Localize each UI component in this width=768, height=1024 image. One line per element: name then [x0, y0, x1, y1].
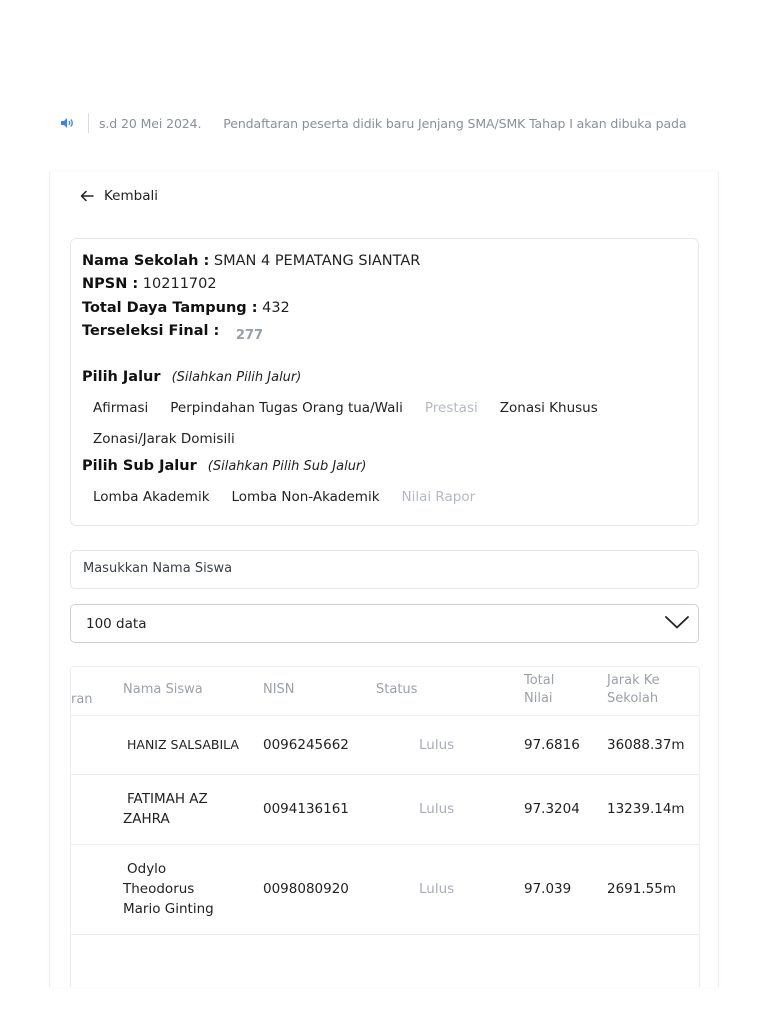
cell-status: Lulus: [419, 801, 455, 817]
ticker-item: s.d 20 Mei 2024.: [99, 115, 202, 131]
npsn-row: [82, 276, 217, 292]
header-divider: [71, 715, 699, 716]
page-size-select[interactable]: [70, 604, 699, 643]
col-header-nisn[interactable]: NISN: [263, 682, 295, 697]
cell-nisn: 0094136161: [263, 801, 349, 817]
arrow-left-icon: [80, 190, 94, 202]
row-divider: [71, 774, 699, 775]
school-info-panel: [70, 238, 699, 526]
cell-nisn: 0096245662: [263, 737, 349, 753]
cell-status: Lulus: [419, 881, 455, 897]
cell-nama-line2: Theodorus: [123, 881, 195, 897]
col-header-nama[interactable]: Nama Siswa: [123, 682, 203, 697]
cell-nama-line1: Odylo: [127, 861, 167, 877]
cell-status: Lulus: [419, 737, 455, 753]
search-input[interactable]: [71, 551, 683, 586]
announcement-ticker: [60, 112, 720, 134]
cell-jarak: 13239.14m: [607, 801, 685, 817]
cell-jarak: 36088.37m: [607, 737, 685, 753]
subjalur-options: [82, 482, 682, 513]
subjalur-option-lomba-non-akademik[interactable]: Lomba Non-Akademik: [231, 489, 380, 505]
subjalur-heading: [82, 458, 366, 474]
capacity-row: [82, 300, 290, 316]
jalur-option-prestasi[interactable]: Prestasi: [424, 400, 478, 416]
cell-nama-line3: Mario Ginting: [123, 901, 214, 917]
cell-nama: [123, 789, 208, 829]
cell-nisn: 0098080920: [263, 881, 349, 897]
row-divider: [71, 934, 699, 935]
cell-total: 97.039: [524, 881, 572, 897]
cell-nama: [123, 859, 214, 919]
speaker-icon[interactable]: [60, 116, 74, 130]
col-header-jarak-line2: Sekolah: [607, 691, 659, 706]
jalur-option-zonasi-khusus[interactable]: Zonasi Khusus: [499, 400, 598, 416]
main-card: [49, 172, 719, 987]
school-name-label: Nama Sekolah :: [82, 253, 210, 269]
ticker-item: Pendaftaran peserta didik baru Jenjang SMA/SMK Tahap I akan dibuka pada: [223, 115, 687, 131]
col-header-jarak[interactable]: [607, 672, 660, 708]
jalur-label: Pilih Jalur: [82, 369, 161, 385]
back-button[interactable]: [80, 188, 158, 204]
chevron-down-icon: [664, 613, 690, 631]
col-header-jarak-line1: Jarak Ke: [607, 673, 660, 688]
col-header-cut: ran: [71, 692, 93, 707]
row-divider: [71, 844, 699, 845]
cell-total: 97.6816: [524, 737, 580, 753]
cell-nama-line2: ZAHRA: [123, 811, 170, 827]
npsn-value: 10211702: [142, 276, 217, 292]
ticker-divider: [88, 113, 89, 133]
cell-jarak: 2691.55m: [607, 881, 676, 897]
subjalur-option-lomba-akademik[interactable]: Lomba Akademik: [93, 489, 210, 505]
subjalur-label: Pilih Sub Jalur: [82, 458, 197, 474]
student-search: [70, 550, 699, 589]
col-header-status[interactable]: Status: [376, 682, 418, 697]
cell-nama: HANIZ SALSABILA: [127, 737, 239, 752]
col-header-total-line1: Total: [524, 673, 555, 688]
subjalur-hint: (Silahkan Pilih Sub Jalur): [207, 459, 367, 474]
npsn-label: NPSN :: [82, 276, 139, 292]
col-header-total[interactable]: [524, 672, 554, 708]
jalur-option-zonasi-jarak[interactable]: Zonasi/Jarak Domisili: [93, 431, 235, 447]
final-row: [82, 323, 264, 343]
ticker-text: [99, 116, 704, 131]
col-header-total-line2: Nilai: [524, 691, 553, 706]
jalur-options: [82, 393, 682, 455]
jalur-option-afirmasi[interactable]: Afirmasi: [93, 400, 149, 416]
back-label: Kembali: [104, 188, 158, 204]
results-table: [70, 666, 700, 987]
subjalur-option-nilai-rapor[interactable]: Nilai Rapor: [401, 489, 476, 505]
school-name-row: [82, 253, 420, 269]
final-label: Terseleksi Final :: [82, 323, 220, 339]
jalur-heading: [82, 369, 301, 385]
final-value: 277: [235, 328, 264, 343]
capacity-value: 432: [262, 300, 290, 316]
page-size-value: 100 data: [86, 615, 147, 632]
cell-nama-line1: FATIMAH AZ: [127, 791, 208, 807]
school-name-value: SMAN 4 PEMATANG SIANTAR: [213, 253, 421, 269]
cell-total: 97.3204: [524, 801, 580, 817]
jalur-option-perpindahan[interactable]: Perpindahan Tugas Orang tua/Wali: [170, 400, 403, 416]
jalur-hint: (Silahkan Pilih Jalur): [171, 370, 302, 385]
capacity-label: Total Daya Tampung :: [82, 300, 258, 316]
